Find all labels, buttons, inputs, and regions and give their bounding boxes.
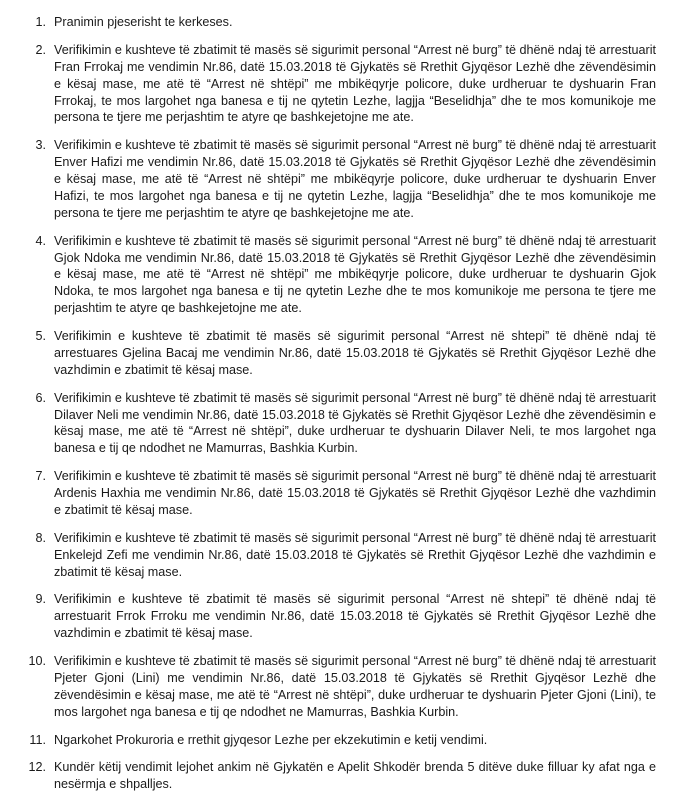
list-item-number: 4. bbox=[35, 233, 46, 248]
list-item-text: Verifikimin e kushteve të zbatimit të masës së sigurimit personal “Arrest në burg” të dhënë ndaj të arrestuarit Dilaver Neli me vendimin Nr.86, datë 15.03.2018 të Gjykatës së Rrethit Gjyqësor Lezhë dhe zëvendësimin e kësaj mase, me atë të “Arrest në shtëpi”, duke urdheruar te dyshuarin Dilaver Neli, te mos largohet nga banesa e tij qe ndodhet ne Mamurras, Bashkia Kurbin. bbox=[54, 390, 657, 456]
list-item bbox=[18, 759, 656, 793]
list-item-text: Verifikimin e kushteve të zbatimit të masës së sigurimit personal “Arrest në burg” të dhënë ndaj të arrestuarit Pjeter Gjoni (Lini) me vendimin Nr.86, datë 15.03.2018 të Gjykatës së Rrethit Gjyqësor Lezhë dhe zëvendësimin e kësaj mase, me atë të “Arrest në shtëpi”, duke urdheruar te dyshuarin Pjeter Gjoni (Lini), te mos largohet nga banesa e tij qe ndodhet ne Mamurras, Bashkia Kurbin. bbox=[54, 654, 656, 719]
list-item-text: Verifikimin e kushteve të zbatimit të masës së sigurimit personal “Arrest në burg” të dhënë ndaj të arrestuarit Ardenis Haxhia me vendimin Nr.86, datë 15.03.2018 të Gjykatës së Rrethit Gjyqësor Lezhë dhe vazhdimin e zbatimit të kësaj mase. bbox=[54, 469, 656, 517]
list-item-text: Ngarkohet Prokuroria e rrethit gjyqesor Lezhe per ekzekutimin e ketij vendimi. bbox=[54, 732, 488, 747]
list-item-number: 6. bbox=[35, 390, 46, 405]
list-item bbox=[18, 732, 656, 749]
list-item-number: 1. bbox=[35, 15, 46, 29]
ordered-list bbox=[18, 14, 656, 793]
list-item-text: Kundër këtij vendimit lejohet ankim në Gjykatën e Apelit Shkodër brenda 5 ditëve duke filluar ky afat nga e nesërmja e shpalljes. bbox=[54, 760, 656, 792]
list-item-text: Verifikimin e kushteve të zbatimit të masës së sigurimit personal “Arrest në burg” të dhënë ndaj të arrestuarit Fran Frrokaj me vendimin Nr.86, datë 15.03.2018 të Gjykatës së Rrethit Gjyqësor Lezhë dhe zëvendësimin e kësaj mase, me atë të “Arrest në shtëpi” me mbikëqyrje policore, duke urdheruar te dyshuarin Fran Frrokaj, te mos largohet nga banesa e tij ne qytetin Lezhe, lagjja “Beselidhja” dhe te mos komunikoje me persona te tjere me perjashtim te atyre qe bashkejetojne me ate. bbox=[54, 42, 656, 125]
list-item-text: Verifikimin e kushteve të zbatimit të masës së sigurimit personal “Arrest në shtepi” të dhënë ndaj të arrestuarit Frrok Frroku me vendimin Nr.86, datë 15.03.2018 të Gjykatës së Rrethit Gjyqësor Lezhë dhe vazhdimin e zbatimit të kësaj mase. bbox=[54, 592, 656, 641]
list-item-number: 11. bbox=[29, 732, 46, 747]
list-item bbox=[18, 390, 656, 458]
list-item-number: 12. bbox=[28, 760, 46, 775]
list-item bbox=[18, 137, 656, 221]
list-item-text: Pranimin pjeserisht te kerkeses. bbox=[54, 15, 233, 29]
list-item bbox=[18, 653, 656, 721]
list-item-number: 9. bbox=[35, 592, 46, 607]
list-item bbox=[18, 468, 656, 519]
list-item-number: 3. bbox=[35, 138, 46, 153]
list-item-text: Verifikimin e kushteve të zbatimit të masës së sigurimit personal “Arrest në burg” të dhënë ndaj të arrestuarit Enver Hafizi me vendimin Nr.86, datë 15.03.2018 të Gjykatës së Rrethit Gjyqësor Lezhë dhe zëvendësimin e kësaj mase, me atë të “Arrest në shtëpi” me mbikëqyrje policore, duke urdheruar te dyshuarin Enver Hafizi, te mos largohet nga banesa e tij ne qytetin Lezhe, lagjja “Beselidhja” dhe te mos komunikoje me persona te tjere me perjashtim te atyre qe bashkejetojne me ate. bbox=[54, 138, 656, 220]
list-item bbox=[18, 591, 656, 642]
list-item-text: Verifikimin e kushteve të zbatimit të masës së sigurimit personal “Arrest në burg” të dhënë ndaj të arrestuarit Gjok Ndoka me vendimin Nr.86, datë 15.03.2018 të Gjykatës së Rrethit Gjyqësor Lezhë dhe zëvendësimin e kësaj mase, me atë të “Arrest në shtëpi” me mbikëqyrje policore, duke urdheruar te dyshuarin Gjok Ndoka, te mos largohet nga banesa e tij ne qytetin Lezhe dhe te mos komunikoje me persona te tjere me perjashtim te atyre qe bashkejetojne me ate. bbox=[54, 233, 656, 316]
list-item-number: 5. bbox=[35, 329, 46, 343]
list-item-number: 7. bbox=[35, 469, 46, 484]
list-item-number: 8. bbox=[35, 530, 46, 545]
list-item bbox=[18, 14, 656, 31]
list-item-text: Verifikimin e kushteve të zbatimit të masës së sigurimit personal “Arrest në shtepi” të dhënë ndaj të arrestuares Gjelina Bacaj me vendimin Nr.86, datë 15.03.2018 të Gjykatës së Rrethit Gjyqësor Lezhë dhe vazhdimin e zbatimit të kësaj mase. bbox=[54, 329, 656, 377]
list-item-number: 2. bbox=[35, 42, 46, 57]
list-item bbox=[18, 530, 656, 581]
list-item-text: Verifikimin e kushteve të zbatimit të masës së sigurimit personal “Arrest në burg” të dhënë ndaj të arrestuarit Enkelejd Zefi me vendimin Nr.86, datë 15.03.2018 të Gjykatës së Rrethit Gjyqësor Lezhë dhe vazhdimin e zbatimit të kësaj mase. bbox=[54, 530, 656, 579]
list-item bbox=[18, 233, 656, 317]
list-item bbox=[18, 328, 656, 379]
list-item-number: 10. bbox=[28, 654, 46, 668]
list-item bbox=[18, 42, 656, 126]
